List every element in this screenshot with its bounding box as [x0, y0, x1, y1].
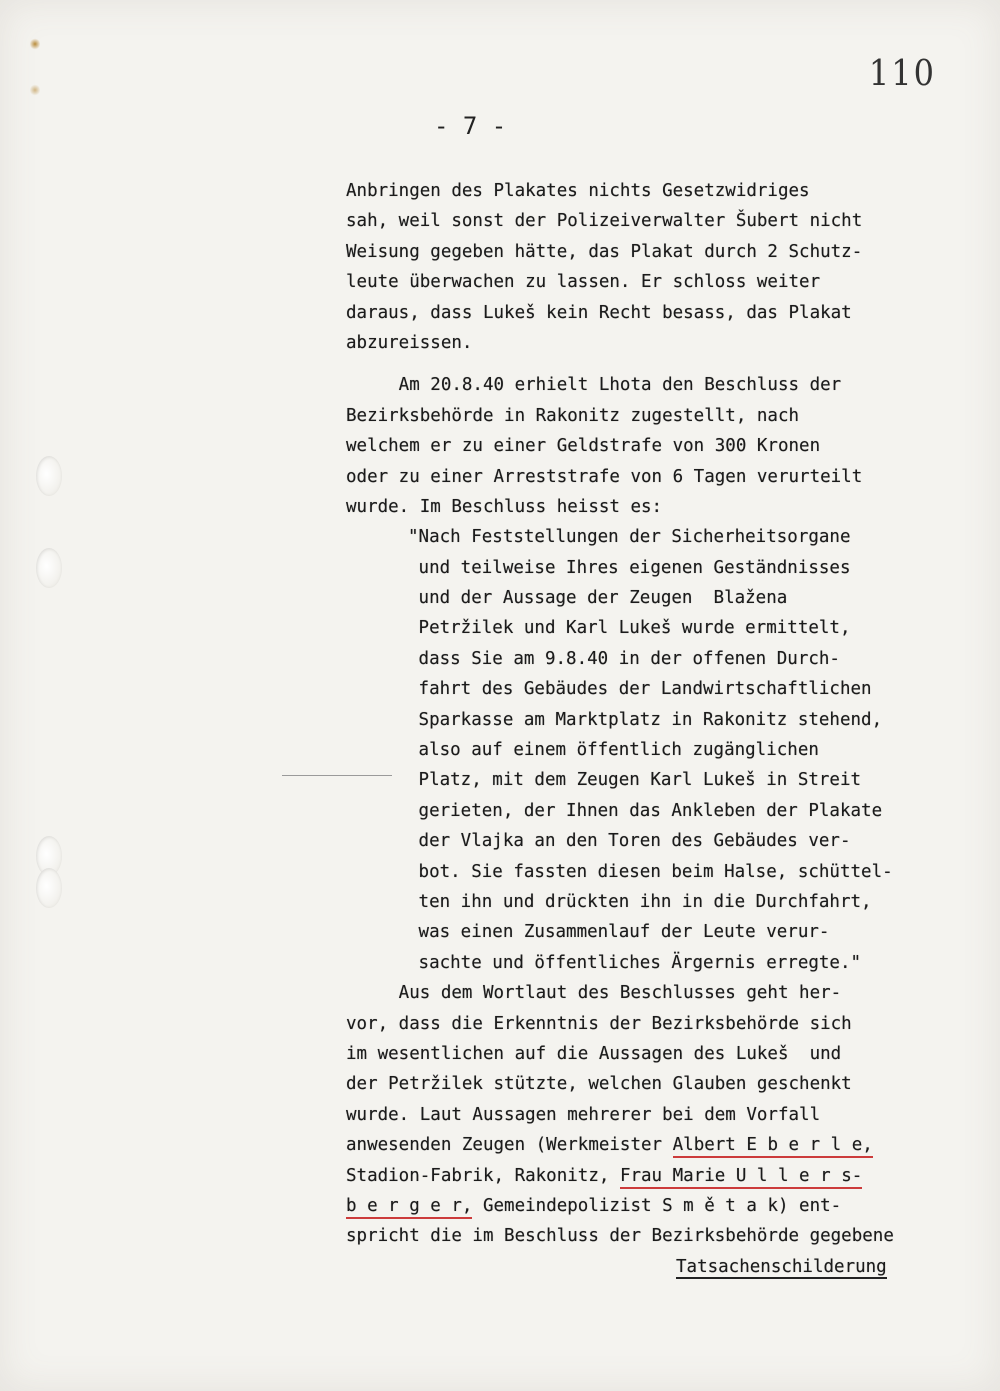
- text-fragment: Stadion-Fabrik, Rakonitz,: [346, 1165, 620, 1186]
- paragraph-1: [346, 176, 966, 358]
- archive-number: 110: [868, 52, 936, 94]
- quote-line: was einen Zusammenlauf der Leute verur-: [408, 922, 830, 943]
- punch-hole: [36, 868, 62, 908]
- quote-line: fahrt des Gebäudes der Landwirtschaftlichen: [408, 679, 872, 700]
- witness-line: [346, 1191, 966, 1221]
- text-line: vor, dass die Erkenntnis der Bezirksbehörde sich: [346, 1013, 852, 1034]
- quote-line: und der Aussage der Zeugen Blažena: [408, 588, 788, 609]
- text-line: der Petržilek stützte, welchen Glauben geschenkt: [346, 1074, 852, 1095]
- rust-stain: [30, 84, 40, 96]
- witness-line: [346, 1161, 966, 1191]
- text-line: daraus, dass Lukeš kein Recht besass, das Plakat: [346, 302, 852, 323]
- quote-line: gerieten, der Ihnen das Ankleben der Plakate: [408, 800, 883, 821]
- text-line-last: [346, 1252, 966, 1282]
- text-line: Bezirksbehörde in Rakonitz zugestellt, nach: [346, 405, 800, 426]
- quote-line: "Nach Feststellungen der Sicherheitsorgane: [408, 527, 851, 548]
- text-line: Weisung gegeben hätte, das Plakat durch 2 Schutz-: [346, 241, 863, 262]
- text-line: Anbringen des Plakates nichts Gesetzwidriges: [346, 181, 810, 201]
- punch-hole: [36, 456, 62, 496]
- text-line: Aus dem Wortlaut des Beschlusses geht her-: [346, 983, 842, 1004]
- text-line: welchem er zu einer Geldstrafe von 300 Kronen: [346, 436, 821, 457]
- witness-line: [346, 1130, 966, 1160]
- quote-line: sachte und öffentliches Ärgernis erregte.": [408, 952, 862, 973]
- document-body: [346, 176, 966, 1282]
- text-line: wurde. Im Beschluss heisst es:: [346, 496, 663, 517]
- quote-line: also auf einem öffentlich zugänglichen: [408, 740, 819, 761]
- witness-name-eberle: Albert E b e r l e,: [673, 1135, 873, 1158]
- text-line: oder zu einer Arreststrafe von 6 Tagen verurteilt: [346, 466, 863, 487]
- quote-line: Petržilek und Karl Lukeš wurde ermittelt,: [408, 618, 851, 639]
- text-line: Am 20.8.40 erhielt Lhota den Beschluss der: [346, 375, 842, 396]
- witness-name-ullersberger: Frau Marie U l l e r s-: [620, 1166, 862, 1189]
- quote-line: Platz, mit dem Zeugen Karl Lukeš in Streit: [408, 770, 862, 791]
- text-line: spricht die im Beschluss der Bezirksbehörde gegebene: [346, 1226, 894, 1247]
- underlined-word: Tatsachenschilderung: [676, 1256, 887, 1277]
- paragraph-2: [346, 370, 966, 522]
- quoted-decision: [346, 522, 966, 978]
- quote-line: der Vlajka an den Toren des Gebäudes ver-: [408, 831, 851, 852]
- text-line: sah, weil sonst der Polizeiverwalter Šubert nicht: [346, 211, 863, 232]
- paragraph-3: [346, 978, 966, 1282]
- quote-line: bot. Sie fassten diesen beim Halse, schüttel-: [408, 861, 893, 882]
- text-line: im wesentlichen auf die Aussagen des Lukeš und: [346, 1043, 842, 1064]
- text-line: wurde. Laut Aussagen mehrerer bei dem Vorfall: [346, 1104, 821, 1125]
- text-fragment: anwesenden Zeugen (Werkmeister: [346, 1135, 673, 1156]
- rust-stain: [30, 38, 40, 50]
- page-number: - 7 -: [434, 112, 507, 140]
- witness-name-ullersberger-cont: b e r g e r,: [346, 1196, 472, 1219]
- text-line: abzureissen.: [346, 332, 473, 353]
- quote-line: dass Sie am 9.8.40 in der offenen Durch-: [408, 648, 840, 669]
- text-fragment: Gemeindepolizist S m ě t a k) ent-: [472, 1195, 842, 1216]
- text-line: leute überwachen zu lassen. Er schloss weiter: [346, 272, 821, 293]
- quote-line: ten ihn und drückten ihn in die Durchfahrt,: [408, 891, 872, 912]
- punch-hole: [36, 548, 62, 588]
- quote-line: Sparkasse am Marktplatz in Rakonitz stehend,: [408, 709, 883, 730]
- quote-line: und teilweise Ihres eigenen Geständnisses: [408, 557, 851, 578]
